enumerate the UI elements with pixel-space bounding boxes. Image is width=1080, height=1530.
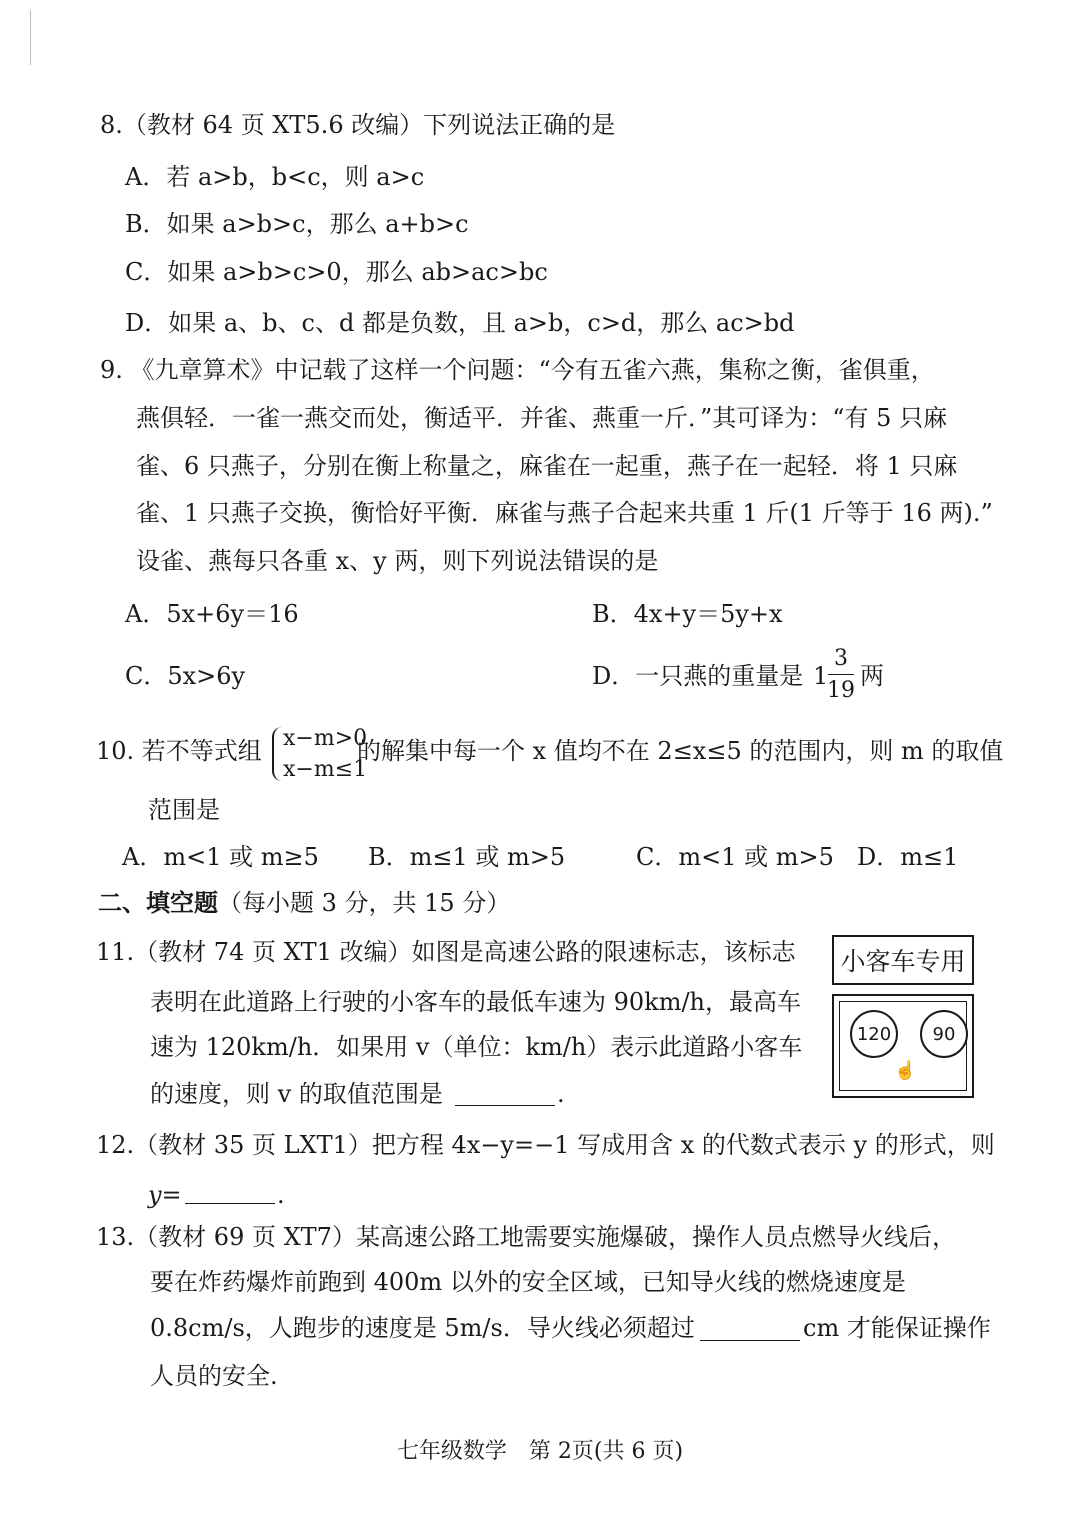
speed-sign-label: 小客车专用 [832,935,974,985]
q12-line-1: 12.（教材 35 页 LXT1）把方程 4x−y=−1 写成用含 x 的代数式表示 y 的形式，则 [96,1131,995,1159]
hand-icon: ☝ [894,1060,917,1081]
q9-option-d-prefix: D．一只燕的重量是 [592,662,804,690]
q13-line-1: 13.（教材 69 页 XT7）某高速公路工地需要实施爆破，操作人员点燃导火线后， [96,1223,956,1251]
fraction-numerator: 3 [834,646,848,671]
q13-line-3-suffix: cm 才能保证操作 [803,1314,991,1342]
q11-line-2: 表明在此道路上行驶的小客车的最低车速为 90km/h，最高车 [150,988,802,1016]
q12-line-2-prefix: y= [148,1181,182,1209]
q8-option-b: B．如果 a>b>c，那么 a+b>c [125,210,469,238]
q10-inequality-1: x−m>0 [283,726,368,751]
q9-option-b: B．4x+y＝5y+x [592,600,783,628]
q13-line-4: 人员的安全. [150,1362,278,1390]
section-title: 二、填空题 [98,888,218,917]
q13-answer-blank [700,1340,800,1341]
q10-line-2: 范围是 [148,796,220,824]
section-note: （每小题 3 分，共 15 分） [218,889,511,917]
q9-stem-line-4: 雀、1 只燕子交换，衡恰好平衡．麻雀与燕子合起来共重 1 斤(1 斤等于 16 两).” [136,499,993,527]
page-footer: 七年级数学 第 2页(共 6 页) [396,1439,684,1464]
q10-suffix: 的解集中每一个 x 值均不在 2≤x≤5 的范围内，则 m 的取值 [357,737,1004,765]
q10-option-b: B．m≤1 或 m>5 [368,843,566,871]
q13-line-3-prefix: 0.8cm/s，人跑步的速度是 5m/s．导火线必须超过 [150,1314,695,1342]
q10-option-a: A．m<1 或 m≥5 [122,843,319,871]
max-speed-circle: 120 [850,1010,898,1058]
fraction-bar [828,674,854,675]
q9-option-c: C．5x>6y [125,662,246,690]
q9-stem-line-3: 雀、6 只燕子，分别在衡上称量之，麻雀在一起重，燕子在一起轻．将 1 只麻 [136,452,958,480]
section-heading [98,888,511,917]
q8-option-a: A．若 a>b，b<c，则 a>c [125,163,425,191]
speed-limit-sign [832,994,974,1098]
page-edge-mark [30,10,31,65]
q9-stem-line-1: 9. 《九章算术》中记载了这样一个问题：“今有五雀六燕，集称之衡，雀俱重， [100,356,935,384]
q9-stem-line-5: 设雀、燕每只各重 x、y 两，则下列说法错误的是 [136,547,659,575]
q10-prefix: 10. 若不等式组 [96,737,262,765]
q11-line-3: 速为 120km/h．如果用 v（单位：km/h）表示此道路小客车 [150,1033,803,1061]
min-speed-circle: 90 [920,1010,968,1058]
q12-line-2-suffix: . [277,1181,285,1209]
q11-answer-blank [455,1105,555,1106]
q8-option-d: D．如果 a、b、c、d 都是负数，且 a>b，c>d，那么 ac>bd [125,309,795,337]
q9-option-d-whole: 1 [813,662,829,690]
q8-stem: 8.（教材 64 页 XT5.6 改编）下列说法正确的是 [100,111,616,139]
q11-line-4-prefix: 的速度，则 v 的取值范围是 [150,1080,443,1108]
q10-option-c: C．m<1 或 m>5 [636,843,834,871]
q8-option-c: C．如果 a>b>c>0，那么 ab>ac>bc [125,258,548,286]
q13-line-2: 要在炸药爆炸前跑到 400m 以外的安全区域，已知导火线的燃烧速度是 [150,1268,906,1296]
q9-stem-line-2: 燕俱轻．一雀一燕交而处，衡适平．并雀、燕重一斤．”其可译为：“有 5 只麻 [136,404,948,432]
q10-option-d: D．m≤1 [857,843,959,871]
fraction-denominator: 19 [827,678,855,703]
q12-answer-blank [185,1203,275,1204]
q9-option-a: A．5x+6y＝16 [125,600,299,628]
q11-line-1: 11.（教材 74 页 XT1 改编）如图是高速公路的限速标志，该标志 [96,938,796,966]
q9-option-d-unit: 两 [860,662,884,690]
q10-inequality-2: x−m≤1 [283,757,368,782]
q11-line-4-suffix: . [557,1080,565,1108]
q9-option-d-fraction [826,648,856,702]
